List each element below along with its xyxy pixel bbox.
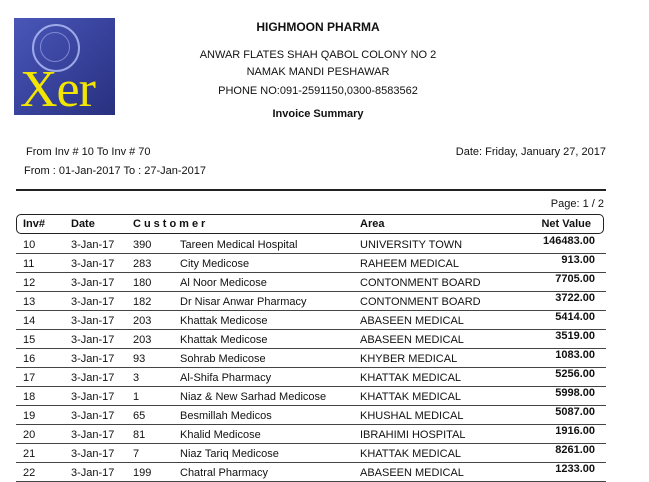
cell-date: 3-Jan-17 [71,448,115,460]
cell-customer: Niaz & New Sarhad Medicose [180,391,327,403]
cell-customer-code: 81 [133,429,146,441]
cell-customer: Al Noor Medicose [180,277,267,289]
cell-customer-code: 1 [133,391,140,403]
cell-date: 3-Jan-17 [71,410,115,422]
table-row [16,253,606,273]
cell-net-value: 5256.00 [555,368,595,380]
cell-inv: 12 [23,277,36,289]
cell-customer: Al-Shifa Pharmacy [180,372,272,384]
cell-date: 3-Jan-17 [71,467,115,479]
cell-net-value: 3722.00 [555,292,595,304]
cell-date: 3-Jan-17 [71,391,115,403]
cell-net-value: 5414.00 [555,311,595,323]
cell-customer: Tareen Medical Hospital [180,239,298,251]
cell-net-value: 146483.00 [543,235,595,247]
cell-inv: 19 [23,410,36,422]
cell-inv: 16 [23,353,36,365]
cell-date: 3-Jan-17 [71,296,115,308]
table-row [16,405,606,425]
cell-customer-code: 3 [133,372,140,384]
cell-area: UNIVERSITY TOWN [360,239,463,251]
cell-inv: 21 [23,448,36,460]
table-row [16,272,606,292]
cell-net-value: 7705.00 [555,273,595,285]
cell-customer-code: 65 [133,410,146,422]
cell-customer: Sohrab Medicose [180,353,266,365]
cell-customer-code: 199 [133,467,152,479]
cell-inv: 18 [23,391,36,403]
cell-area: RAHEEM MEDICAL [360,258,460,270]
cell-customer: Khalid Medicose [180,429,261,441]
cell-area: ABASEEN MEDICAL [360,315,464,327]
table-row [16,367,606,387]
header-date: Date [71,218,95,230]
table-row [16,424,606,444]
print-date: Date: Friday, January 27, 2017 [455,146,606,158]
phone-number: PHONE NO:091-2591150,0300-8583562 [218,85,418,97]
cell-area: KHATTAK MEDICAL [360,391,462,403]
cell-customer: Niaz Tariq Medicose [180,448,279,460]
cell-area: KHATTAK MEDICAL [360,448,462,460]
header-inv: Inv# [23,218,46,230]
table-row [16,291,606,311]
table-header [16,214,604,234]
cell-net-value: 913.00 [561,254,595,266]
cell-customer-code: 182 [133,296,152,308]
cell-area: CONTONMENT BOARD [360,296,481,308]
cell-date: 3-Jan-17 [71,315,115,327]
address-line-2: NAMAK MANDI PESHAWAR [246,66,390,78]
cell-area: ABASEEN MEDICAL [360,467,464,479]
cell-customer: Khattak Medicose [180,334,268,346]
cell-customer-code: 283 [133,258,152,270]
cell-inv: 20 [23,429,36,441]
cell-inv: 15 [23,334,36,346]
cell-net-value: 8261.00 [555,444,595,456]
cell-customer: Chatral Pharmacy [180,467,269,479]
cell-customer: City Medicose [180,258,250,270]
table-row [16,443,606,463]
header-customer: Customer [133,218,209,230]
cell-area: ABASEEN MEDICAL [360,334,464,346]
table-row [16,386,606,406]
company-name: HIGHMOON PHARMA [256,20,380,34]
cell-date: 3-Jan-17 [71,239,115,251]
table-row [16,310,606,330]
cell-inv: 11 [23,258,35,270]
cell-inv: 13 [23,296,36,308]
logo-text: Xer [20,61,95,115]
cell-net-value: 1916.00 [555,425,595,437]
header-net-value: Net Value [541,218,591,230]
cell-date: 3-Jan-17 [71,277,115,289]
cell-customer-code: 203 [133,315,152,327]
cell-date: 3-Jan-17 [71,353,115,365]
cell-customer-code: 93 [133,353,146,365]
table-row [16,329,606,349]
cell-customer: Khattak Medicose [180,315,268,327]
cell-inv: 17 [23,372,36,384]
cell-date: 3-Jan-17 [71,372,115,384]
cell-date: 3-Jan-17 [71,429,115,441]
cell-area: KHATTAK MEDICAL [360,372,462,384]
address-line-1: ANWAR FLATES SHAH QABOL COLONY NO 2 [199,49,437,61]
cell-inv: 14 [23,315,36,327]
cell-net-value: 5998.00 [555,387,595,399]
invoice-range: From Inv # 10 To Inv # 70 [26,146,151,158]
cell-area: KHUSHAL MEDICAL [360,410,464,422]
cell-net-value: 1233.00 [555,463,595,475]
cell-inv: 22 [23,467,36,479]
report-title: Invoice Summary [272,108,364,120]
cell-customer: Dr Nisar Anwar Pharmacy [180,296,307,308]
cell-net-value: 3519.00 [555,330,595,342]
table-row [16,348,606,368]
table-row [16,234,606,254]
cell-area: CONTONMENT BOARD [360,277,481,289]
cell-date: 3-Jan-17 [71,258,115,270]
cell-customer-code: 7 [133,448,140,460]
cell-customer-code: 203 [133,334,152,346]
cell-customer-code: 180 [133,277,152,289]
cell-net-value: 1083.00 [555,349,595,361]
cell-inv: 10 [23,239,36,251]
cell-net-value: 5087.00 [555,406,595,418]
date-range: From : 01-Jan-2017 To : 27-Jan-2017 [24,165,207,177]
cell-area: IBRAHIMI HOSPITAL [360,429,466,441]
page-number: Page: 1 / 2 [550,198,604,210]
cell-area: KHYBER MEDICAL [360,353,458,365]
cell-date: 3-Jan-17 [71,334,115,346]
top-rule [16,189,606,191]
cell-customer-code: 390 [133,239,152,251]
header-area: Area [360,218,385,230]
cell-customer: Besmillah Medicos [180,410,272,422]
table-row [16,462,606,482]
